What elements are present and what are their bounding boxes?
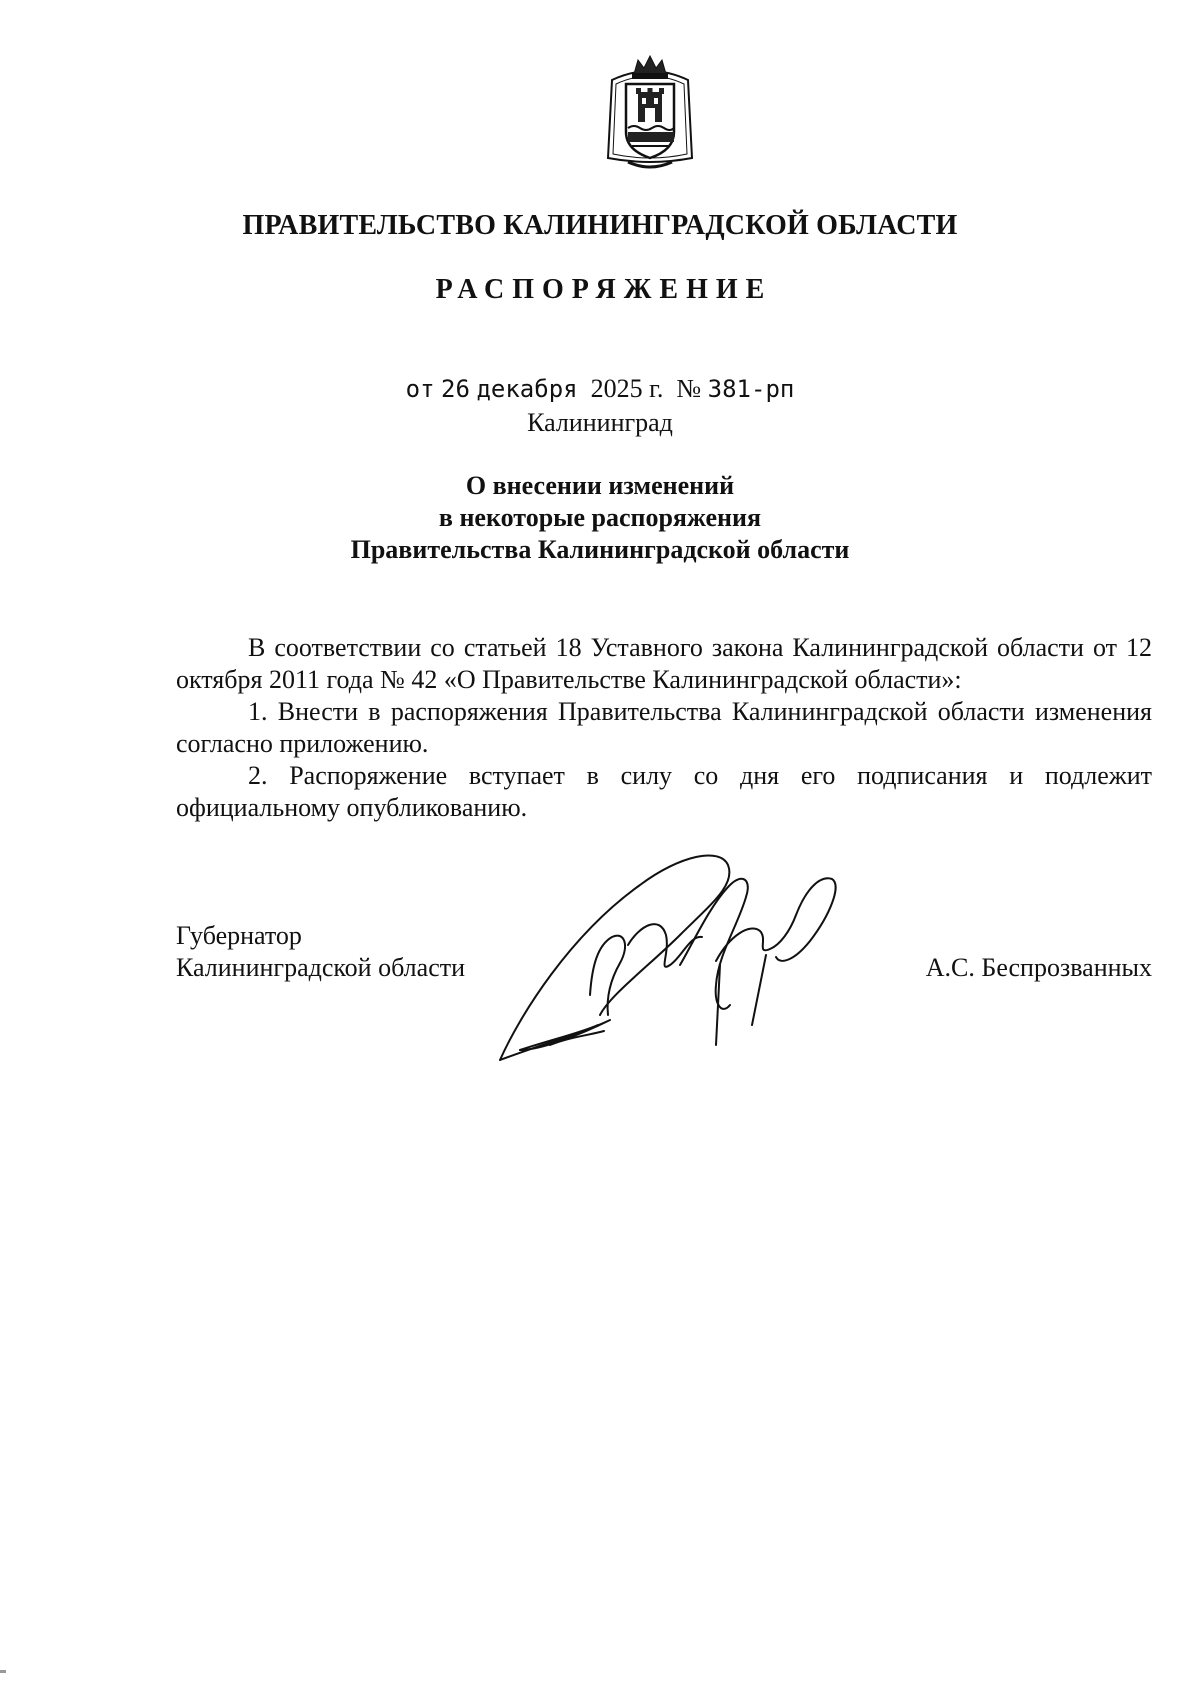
date-month: декабря — [476, 375, 578, 403]
date-day: 26 — [441, 375, 470, 403]
date-prefix: от — [405, 375, 435, 403]
organization-title: ПРАВИТЕЛЬСТВО КАЛИНИНГРАДСКОЙ ОБЛАСТИ — [242, 210, 958, 241]
signatory-position — [176, 920, 465, 984]
number-sign: № — [676, 374, 702, 403]
position-line: Губернатор — [176, 921, 302, 950]
handwritten-signature-icon — [480, 845, 900, 1075]
city: Калининград — [527, 408, 673, 437]
body-paragraph: 1. Внести в распоряжения Правительства Калининградской области изменения согласно приложению. — [176, 697, 1152, 758]
body-paragraph: В соответствии со статьей 18 Уставного закона Калининградской области от 12 октября 2011 года № 42 «О Правительстве Калининградской области»: — [176, 633, 1152, 694]
signatory-name: А.С. Беспрозванных — [925, 953, 1152, 982]
document-number: 381-рп — [707, 375, 795, 403]
subject-line: в некоторые распоряжения — [438, 503, 762, 532]
scan-artifact — [0, 1670, 6, 1673]
subject-line: О внесении изменений — [465, 471, 735, 500]
document-subject — [0, 470, 1200, 566]
subject-line: Правительства Калининградской области — [350, 535, 850, 564]
document-date-number — [0, 374, 1200, 404]
body-paragraph: 2. Распоряжение вступает в силу со дня его подписания и подлежит официальному опубликованию. — [176, 761, 1152, 822]
document-type: РАСПОРЯЖЕНИЕ — [435, 274, 773, 305]
position-line: Калининградской области — [176, 953, 466, 982]
date-year: 2025 г. — [590, 374, 664, 403]
coat-of-arms-icon — [598, 54, 702, 174]
document-body — [176, 632, 1152, 824]
